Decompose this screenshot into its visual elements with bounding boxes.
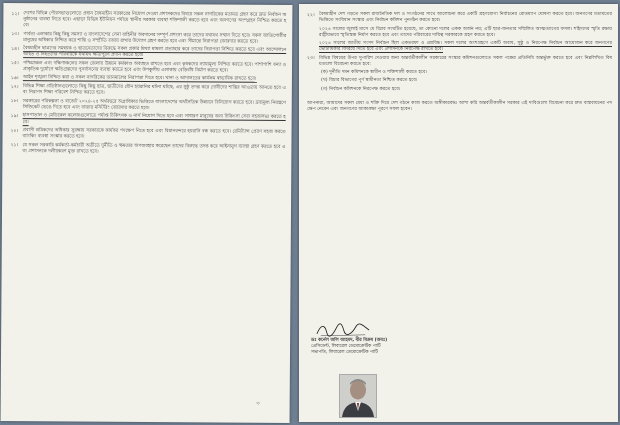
paragraph-text [23, 99, 286, 113]
numbered-paragraph [10, 143, 285, 157]
numbered-paragraph [11, 75, 286, 83]
paragraph-text-content: বৈষম্যহীন দেশ গড়তে সকল রাজনৈতিক দল ও সংগঠনের সাথে আলোচনা করে একটি গ্রহণযোগ্য নির্বাচনের রোডম্যাপ ঘোষণা করতে হবে। জনগণের মতামতের ভিত্তিতে সংবিধান সংস্কার এবং নির্বাচন কমিশন পুনর্গঠন করতে হবে। [319, 12, 612, 24]
right-document-page [299, 4, 618, 422]
paragraph-text-content: দেশের বিভিন্ন পৌরসভাগুলোতে প্রধান বৈষম্যহীন সরকারের নিয়োগ দেওয়া প্রশাসকদের বিষয়ে সকল নাগরিকের মতামত গ্রহণ করে দ্রুত নির্বাচন অনুষ্ঠানের ব্যবস্থা নিতে হবে। এছাড়া বিভিন্ন ইউনিয়ন পর্যায়ে স্থানীয় সরকার ব্যবস্থা শক্তিশালী করতে হবে এবং জনগণের অংশগ্রহণ নিশ্চিত করতে হবে। [23, 11, 287, 29]
numbered-paragraph [11, 114, 286, 128]
paragraph-text-content: যে সকল সরকারি কর্মকর্তা-কর্মচারী অতীতে দুর্নীতি ও ক্ষমতার অপব্যবহার করেছেন তাদের বিরুদ্ধে তদন্ত করে আইনানুগ ব্যবস্থা গ্রহণ করতে হবে এবং প্রশাসনকে দলীয়করণ মুক্ত রাখতে হবে। [22, 142, 286, 155]
paragraph-text [319, 56, 612, 68]
numbered-paragraph [11, 128, 286, 142]
paragraph-text-content: পার্বত্য এলাকার কিছু কিছু সমস্যা ও বাংলাদেশের সেনা বাহিনীর অবদানের সম্পূর্ণ প্রশংসা করে তাদের যথাযথ সম্মান দিতে হবে। সকল জাতিগোষ্ঠীর মানুষের অধিকার নিশ্চিত করে শান্তি ও সম্প্রীতি বজায় রাখার উদ্যোগ গ্রহণ করতে হবে এবং সীমান্তে নিরাপত্তা জোরদার করতে হবে। [23, 31, 287, 45]
signature-block [311, 322, 441, 356]
signatory-title: প্রেসিডেন্ট, লিবারেল ডেমোক্রেটিক পার্টি [311, 344, 381, 349]
numbered-paragraph [11, 84, 286, 98]
paragraph-text-content: আইন শৃঙ্খলা নিশ্চিত করা ও সকল নাগরিকের জানমালের নিরাপত্তা দিতে হবে। থানা ও আদালতের কার্যক্রম স্বাভাবিক রাখতে হবে। [22, 75, 257, 83]
paragraph-text-content: প্রবাসী শ্রমিকদের অধিকার সুরক্ষায় সরকারকে কার্যকর পদক্ষেপ নিতে হবে এবং বিমানবন্দরে হয়রানি বন্ধ করতে হবে। রেমিট্যান্স প্রেরণ সহজ করতে ব্যাংকিং ব্যবস্থা সংস্কার করতে হবে। [22, 128, 286, 140]
paragraph-text [23, 46, 286, 60]
paragraph-number: ১৮। [10, 99, 19, 105]
paragraph-text [319, 27, 612, 39]
paragraph-text-content: বিভিন্ন বিষয়ের উপর সুপারিশ দেওয়ার জন্য অন্তর্বর্তীকালীন সরকারের সংস্কার কমিশনগুলোতে সকল পক্ষের প্রতিনিধি অন্তর্ভুক্ত করতে হবে এবং নিম্নলিখিত বিষয়গুলো বিবেচনা করতে হবে: [319, 55, 612, 67]
paragraph-text [22, 143, 285, 157]
sub-list-item: (খ) বিচার বিভাগের পূর্ণ স্বাধীনতা নিশ্চিত করতে হবে। [321, 78, 418, 84]
numbered-paragraph [11, 11, 286, 31]
paragraph-text [23, 32, 286, 46]
signatory-organization: সভাপতি, লিবারেল ডেমোক্রেটিক পার্টি [311, 350, 378, 355]
paragraph-number: ১৭। [10, 84, 19, 90]
numbered-paragraph [11, 99, 286, 113]
page-number: ৩ [256, 400, 260, 407]
paragraph-text [23, 114, 286, 128]
paragraph-text [319, 41, 612, 53]
paragraph-text [23, 11, 286, 31]
paragraph-number [307, 27, 319, 39]
signature-icon [315, 322, 373, 338]
paragraph-text [23, 76, 286, 84]
paragraph-text-content: হাসপাতাল ও মেডিকেল কলেজগুলোতে পর্যাপ্ত চিকিৎসক ও নার্স নিয়োগ দিতে হবে এবং সাধারণ মানুষের জন্য চিকিৎসা সেবা সহজলভ্য করতে হবে। [22, 113, 286, 125]
numbered-paragraph [307, 27, 612, 39]
numbered-paragraph [307, 41, 612, 53]
sub-list-item: (ক) দুর্নীতি দমন কমিশনকে স্বাধীন ও শক্তিশালী করতে হবে। [321, 70, 427, 76]
paragraph-number: ২২। [307, 12, 315, 18]
paragraph-text [23, 84, 286, 98]
paragraph-text [319, 12, 612, 24]
paragraph-number: ১৪। [11, 46, 19, 52]
paragraph-number: ১৩। [11, 32, 19, 38]
paragraph-number: ১৬। [10, 75, 19, 82]
signatory-photo [339, 374, 377, 418]
paragraph-text-content: বিভিন্ন শিক্ষা প্রতিষ্ঠানগুলোতে কিছু কিছু ছাত্র, ছাত্রীদের যৌন হয়রানির ঘটনা ঘটছে, এর সুষ্ঠু তদন্ত করে দোষীদের শাস্তির আওতায় আনতে হবে এবং নিরাপদ শিক্ষা পরিবেশ নিশ্চিত করতে হবে। [22, 84, 286, 97]
paragraph-text [23, 128, 286, 142]
numbered-paragraph [307, 56, 612, 68]
paragraph-text-content: বৈষম্যহীন ছাত্রদের সমন্বয়ক ও ছাত্রনেতাদের বিরুদ্ধে সকল প্রকার মিথ্যা মামলা প্রত্যাহার করে তাদের নিরাপত্তা নিশ্চিত করতে হবে এবং আন্দোলনে আহত ও নিহতদের পরিবারকে যথাযথ ক্ষতিপূরণ প্রদান করতে হবে। [23, 46, 287, 59]
left-document-page [1, 3, 293, 423]
paragraph-text-content: সরকারের পরিকল্পনা ও বাজেট ২০২৪-২৫ অর্থবছরে অগ্রাধিকার ভিত্তিতে বাংলাদেশের অর্থনৈতিক উন্নয়নে বিনিয়োগ করতে হবে। দ্রব্যমূল্য নিয়ন্ত্রণে সিন্ডিকেট ভেঙে দিতে হবে এবং বাজার মনিটরিং জোরদার করতে হবে। [22, 99, 286, 111]
sub-list-item: (গ) নির্বাচন কমিশনকে নিরপেক্ষ করতে হবে। [321, 86, 401, 92]
numbered-paragraph [307, 12, 612, 24]
paragraph-text-content: পশ্চিমাঞ্চল এবং দক্ষিণাঞ্চলের সকল জেলায় উন্নয়ন কর্মকাণ্ড অব্যাহত রাখতে হবে এবং কৃষকদের ন্যায্যমূল্য নিশ্চিত করতে হবে। পাশাপাশি বন্যা ও প্রাকৃতিক দুর্যোগে ক্ষতিগ্রস্তদের পুনর্বাসনের ব্যবস্থা করতে হবে এবং উপকূলীয় এলাকায় বেড়িবাঁধ নির্মাণ করতে হবে। [22, 60, 287, 74]
paragraph-text [23, 61, 286, 75]
paragraph-text-content: ২০২৪ সালের জুলাই মাসে যে বিপ্লব সংঘটিত হয়েছে, তা কোনো দলের একক অর্জন নয়; এটি ছাত্র-জনতার সম্মিলিত আত্মত্যাগের ফসল। শহিদদের স্মৃতি রক্ষায় রাষ্ট্রীয়ভাবে স্মৃতিস্তম্ভ নির্মাণ করতে হবে এবং তাদের পরিবারের দায়িত্ব সরকারকে গ্রহণ করতে হবে। [319, 26, 612, 38]
numbered-paragraph [11, 61, 286, 75]
paragraph-text-content: ২০২৪ সালের জাতীয় সংসদ নির্বাচন ছিল একতরফা ও প্রশ্নবিদ্ধ। সকল দলের অংশগ্রহণে একটি অবাধ, সুষ্ঠু ও নিরপেক্ষ নির্বাচন আয়োজন করে জনগণের ভোটাধিকার ফিরিয়ে দিতে হবে এবং প্রশাসনকে নিরপেক্ষ রাখতে হবে। [319, 41, 612, 53]
numbered-paragraph [11, 32, 286, 46]
paragraph-number: ২০। [10, 128, 19, 134]
paragraph-number: ২১। [10, 143, 19, 149]
paragraph-number: ১৫। [11, 61, 19, 67]
right-page-content [307, 12, 612, 113]
paragraph-number: ১২। [11, 11, 20, 17]
signatory-name: ডঃ কর্নেল অলি আহমদ, বীর বিক্রম (অবঃ) [311, 338, 388, 343]
paragraph-number: ২৩। [307, 56, 315, 62]
closing-paragraph: আপনারা, আমাদের সকল মেধা ও শক্তি দিয়ে দেশ গঠনে কাজ করতে অঙ্গীকারবদ্ধ। আশা করি অন্তর্বর্তীকালীন সরকার এই দাবিগুলো বিবেচনা করে দ্রুত বাস্তবায়নের পদক্ষেপ নেবেন এবং জনগণের আকাঙ্ক্ষা পূরণে সফল হবেন। [307, 100, 612, 112]
paragraph-number: ১৯। [10, 114, 19, 120]
numbered-paragraph [11, 46, 286, 60]
left-page-content [10, 11, 286, 159]
paragraph-number [307, 41, 319, 53]
